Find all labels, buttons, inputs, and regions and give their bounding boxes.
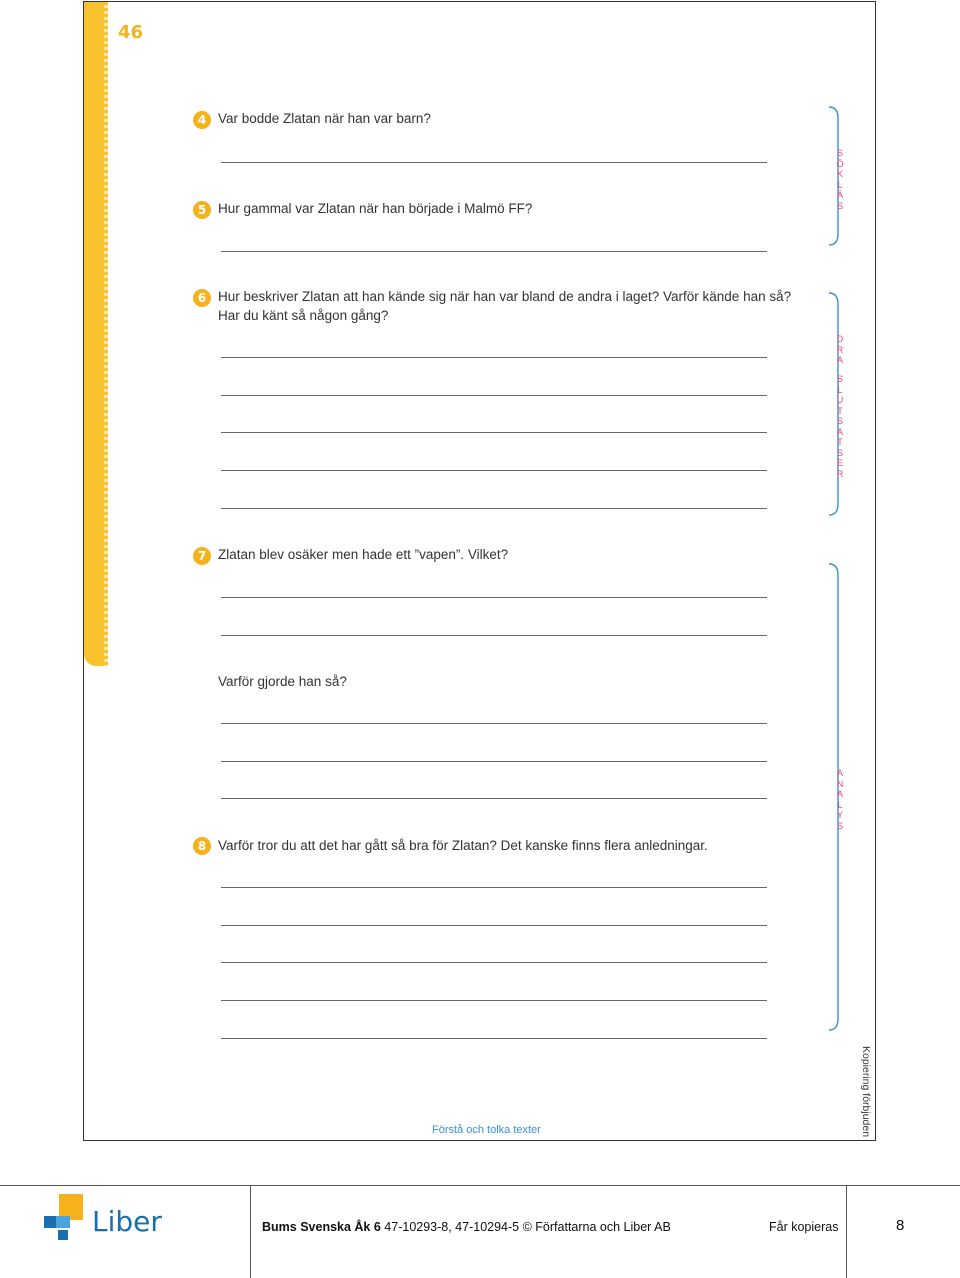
- question-text: Hur gammal var Zlatan när han började i Malmö FF?: [218, 201, 533, 216]
- question-text: Var bodde Zlatan när han var barn?: [218, 111, 431, 126]
- answer-line[interactable]: [221, 887, 767, 888]
- liber-logo-icon: [44, 1194, 84, 1244]
- question-number-badge: 8: [193, 837, 211, 855]
- sheet-number: 8: [896, 1217, 905, 1234]
- question-followup-text: Varför gjorde han så?: [218, 674, 347, 689]
- question-text-continued: Har du känt så någon gång?: [218, 308, 389, 323]
- book-credits: [262, 1220, 671, 1234]
- answer-line[interactable]: [221, 395, 767, 396]
- question-number-badge: 6: [193, 289, 211, 307]
- answer-line[interactable]: [221, 251, 767, 252]
- page-number: 46: [118, 22, 144, 43]
- answer-line[interactable]: [221, 470, 767, 471]
- answer-line[interactable]: [221, 723, 767, 724]
- answer-line[interactable]: [221, 925, 767, 926]
- book-title: Bums Svenska Åk 6: [262, 1220, 381, 1234]
- answer-line[interactable]: [221, 357, 767, 358]
- section-caption: Förstå och tolka texter: [432, 1124, 541, 1136]
- side-label-soklas: S Ö K L Ä S: [836, 148, 844, 211]
- answer-line[interactable]: [221, 432, 767, 433]
- copyright: © Författarna och Liber AB: [522, 1220, 671, 1234]
- question-text: Zlatan blev osäker men hade ett ”vapen”. Vilket?: [218, 547, 509, 562]
- yellow-margin-strip: [84, 2, 108, 666]
- side-label-slutsatser: S L U T S A T S E R: [836, 374, 844, 479]
- publisher-logo-text: Liber: [92, 1205, 162, 1238]
- copyright-vertical-note: Kopiering förbjuden: [860, 1046, 872, 1138]
- question-number-badge: 4: [193, 111, 211, 129]
- answer-line[interactable]: [221, 162, 767, 163]
- side-label-dra: D R A: [836, 334, 844, 365]
- answer-line[interactable]: [221, 962, 767, 963]
- answer-line[interactable]: [221, 1038, 767, 1039]
- answer-line[interactable]: [221, 798, 767, 799]
- question-text: Hur beskriver Zlatan att han kände sig när han var bland de andra i laget? Varför kände han så?: [218, 289, 792, 304]
- question-number-badge: 5: [193, 201, 211, 219]
- answer-line[interactable]: [221, 597, 767, 598]
- answer-line[interactable]: [221, 761, 767, 762]
- question-text: Varför tror du att det har gått så bra för Zlatan? Det kanske finns flera anledningar.: [218, 838, 708, 853]
- isbn: 47-10293-8, 47-10294-5: [384, 1220, 520, 1234]
- answer-line[interactable]: [221, 1000, 767, 1001]
- worksheet-page: [83, 1, 876, 1141]
- question-number-badge: 7: [193, 547, 211, 565]
- answer-line[interactable]: [221, 635, 767, 636]
- copy-permission: Får kopieras: [769, 1220, 839, 1234]
- side-label-analys: A N A L Y S: [836, 768, 844, 831]
- footer-divider: [846, 1185, 847, 1278]
- answer-line[interactable]: [221, 508, 767, 509]
- footer-divider: [250, 1185, 251, 1278]
